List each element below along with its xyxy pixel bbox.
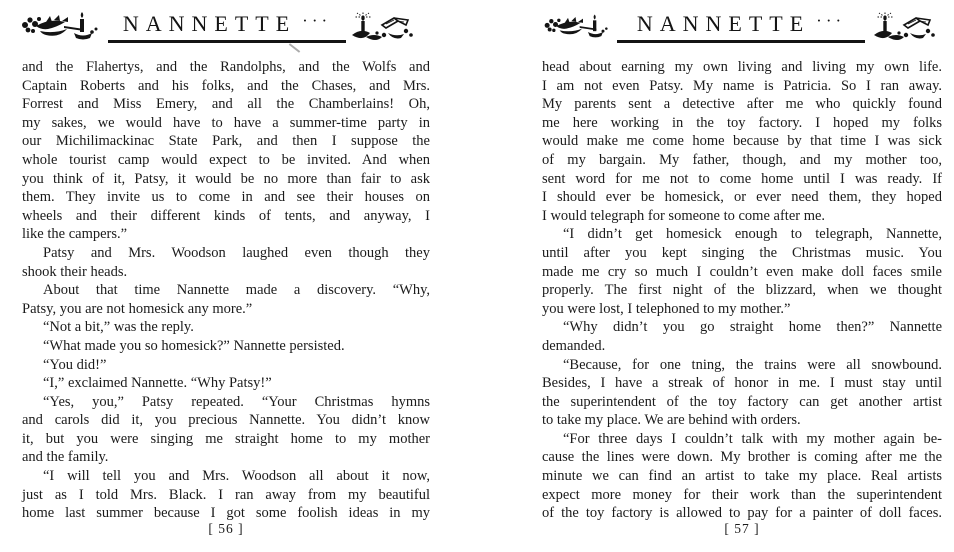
text-line: “I will tell you and Mrs. Woodson all about it now, — [43, 468, 430, 485]
text-line: just as I told Mrs. Black. I ran away from my beautiful — [22, 486, 430, 503]
running-head — [543, 8, 941, 46]
text-line: Captain Roberts and his folks, and the Chases, and Mrs. — [22, 77, 430, 94]
text-line: my sakes, we would have to have a summer-time party in — [22, 114, 430, 131]
text-line: cause the lines were down. My brother is coming after me the — [542, 449, 942, 466]
running-head-title: NANNETTE — [636, 11, 811, 36]
text-line: like the campers.” — [22, 226, 128, 243]
text-line: My parents sent a detective after me who quickly found — [542, 96, 942, 113]
text-line: head about earning my own living and living my own life. — [542, 59, 942, 75]
text-line: About that time Nannette made a discovery. “Why, — [43, 282, 430, 299]
text-line: of the toy factory is allowed to pay for a painter of doll faces. — [542, 505, 942, 522]
page-number: [ 57 ] — [724, 521, 760, 536]
text-line: you were lost, I telephoned to my mother.” — [542, 300, 791, 317]
text-line: shook their heads. — [22, 263, 128, 280]
text-line: Patsy and Mrs. Woodson laughed even though they — [43, 244, 430, 261]
text-line: I am not even Patsy. My name is Patricia. So I ran away. — [542, 77, 942, 94]
text-line: made me cry so much I couldn’t even make doll faces smile — [542, 263, 942, 280]
text-line: “What made you so homesick?” Nannette persisted. — [43, 337, 345, 354]
text-line: and the family. — [22, 449, 109, 466]
running-head-dots: ··· — [302, 11, 332, 30]
page-number: [ 56 ] — [208, 521, 244, 536]
text-line: our Michilimackinac State Park, and then I suppose the — [22, 133, 430, 150]
text-line: Besides, I have a streak of honor in me. I must stay until — [542, 375, 942, 392]
text-line: “You did!” — [43, 356, 107, 373]
running-head — [20, 8, 416, 46]
running-head-rule — [617, 11, 865, 43]
text-line: them. They invite us to come in and see their houses on — [22, 189, 430, 206]
text-line: “I,” exclaimed Nannette. “Why Patsy!” — [43, 375, 272, 392]
text-line: and carols did it, you precious Nannette. You didn’t know — [22, 412, 430, 429]
text-line: “Yes, you,” Patsy repeated. “Your Christmas hymns — [43, 393, 430, 410]
text-line: Patsy, you are not homesick any more.” — [22, 300, 253, 317]
text-line: the superintendent of the toy factory can get another artist — [542, 393, 942, 410]
text-line: properly. The first night of the blizzard, when we thought — [542, 282, 942, 299]
candle-rays-open-book-ornament-icon — [869, 11, 941, 43]
text-line: and the Flahertys, and the Randolphs, and the Wolfs and — [22, 59, 430, 75]
text-line: me here working in the toy factory. I hoped my folks — [542, 114, 942, 131]
holly-berries-candle-ornament-icon — [20, 11, 104, 43]
book-page-right — [477, 0, 954, 552]
text-line: would make me come home because by that time I was sick — [542, 133, 942, 150]
text-line: “I didn’t get homesick enough to telegraph, Nannette, — [563, 226, 942, 243]
text-line: Forrest and Miss Emery, and all the Chamberlains! Oh, — [22, 96, 430, 113]
text-line: it, but you were singing me straight home to my mother — [22, 430, 430, 447]
text-line: you think of it, Patsy, it would be no more than fair to ask — [22, 170, 430, 187]
page-body — [22, 58, 430, 523]
text-line: demanded. — [542, 337, 606, 354]
page-body — [542, 58, 942, 523]
text-line: to take my place. We are behind with orders. — [542, 412, 801, 429]
candle-rays-open-book-ornament-icon — [350, 11, 416, 43]
text-line: “Why didn’t you go straight home then?” Nannette — [563, 319, 942, 336]
text-line: wheels and their different kinds of tents, and anyway, I — [22, 207, 430, 224]
text-line: home last summer because I got some foolish ideas in my — [22, 505, 430, 522]
running-head-title: NANNETTE — [122, 11, 297, 36]
text-line: minute we can find an artist to take my place. Real artists — [542, 468, 942, 485]
text-line: “For three days I couldn’t talk with my mother again be- — [563, 430, 942, 447]
text-line: “Not a bit,” was the reply. — [43, 319, 194, 336]
text-line: sent word for me not to come home until I was ready. If — [542, 170, 942, 187]
text-line: until after you kept singing the Christmas music. You — [542, 244, 942, 261]
text-line: “Because, for one tning, the trains were all snowbound. — [563, 356, 942, 373]
text-line: whole tourist camp would expect to be invited. And when — [22, 151, 430, 168]
text-line: of my bargain. My father, though, and my mother too, — [542, 151, 942, 168]
text-line: I would telegraph for someone to come after me. — [542, 207, 826, 224]
holly-berries-candle-ornament-icon — [543, 11, 613, 43]
running-head-rule — [108, 11, 346, 43]
text-line: I should ever be homesick, or ever need them, they hoped — [542, 189, 942, 206]
text-line: expect more money for their work than the superintendent — [542, 486, 942, 503]
running-head-dots: ··· — [816, 11, 846, 30]
